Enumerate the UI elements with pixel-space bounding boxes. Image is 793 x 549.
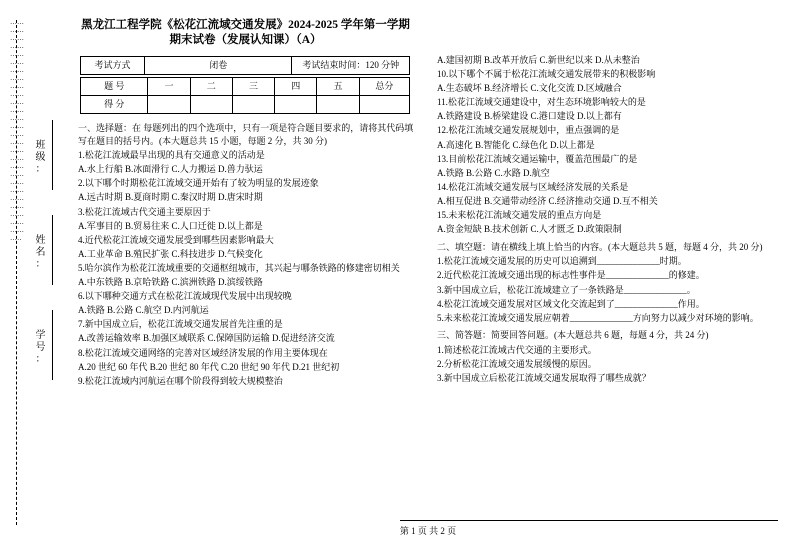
short-answer-item: 3.新中国成立后松花江流域交通发展取得了哪些成就？ — [437, 373, 651, 384]
question-item: 10.以下哪个不属于松花江流域交通发展带来的积极影响 — [437, 69, 656, 80]
seal-label-name: 姓 名 ： — [35, 235, 47, 270]
page-number: 第 1 页 共 2 页 — [399, 526, 457, 536]
cell-score-5[interactable] — [317, 96, 359, 114]
seal-label-class: 班 级 ： — [35, 140, 47, 175]
cell-q2: 二 — [190, 78, 232, 96]
cell-score-total[interactable] — [359, 96, 409, 114]
cell-q4: 四 — [275, 78, 317, 96]
question-options: A.铁路 B.公路 C.水路 D.航空 — [437, 167, 550, 178]
cell-exam-mode-value: 闭卷 — [145, 57, 292, 75]
cell-score-4[interactable] — [275, 96, 317, 114]
short-answer-item: 1.简述松花江流域古代交通的主要形式。 — [437, 344, 597, 355]
question-options: A.改善运输效率 B.加强区域联系 C.保障国防运输 D.促进经济交流 — [78, 333, 335, 344]
seal-rule-1 — [52, 120, 53, 190]
question-item: 14.松花江流域交通发展与区域经济发展的关系是 — [437, 181, 629, 192]
question-item: 3.松花江流域古代交通主要原因于 — [78, 206, 211, 217]
question-item: 11.松花江流域交通建设中，对生态环境影响较大的是 — [437, 97, 646, 108]
section-heading-choice: 一、选择题：在 每题列出的四个选项中，只有一项是符合题目要求的，请将其代码填写在题目的括号内。(本大题总共 15 小题，每题 2 分，共 30 分) — [78, 123, 414, 146]
question-options: A.军事目的 B.贸易往来 C.人口迁徙 D.以上都是 — [78, 220, 263, 231]
two-column-body — [78, 54, 778, 389]
cell-question-no-label: 题 号 — [81, 78, 148, 96]
section-heading-short-answer: 三、简答题：简要回答问题。(本大题总共 6 题，每题 4 分，共 24 分) — [437, 330, 709, 341]
cell-q5: 五 — [317, 78, 359, 96]
question-options: A.生态破坏 B.经济增长 C.文化交流 D.区域融合 — [437, 83, 622, 94]
question-options: A.铁路 B.公路 C.航空 D.内河航运 — [78, 305, 209, 316]
question-options: A.高速化 B.智能化 C.绿色化 D.以上都是 — [437, 139, 595, 150]
section-heading-fill: 二、填空题：请在横线上填上恰当的内容。(本大题总共 5 题，每题 4 分，共 20 分) — [437, 241, 763, 252]
fill-item: 4.松花江流域交通发展对区域文化交流起到了______________作用。 — [437, 298, 705, 309]
question-item: 15.未来松花江流域交通发展的重点方向是 — [437, 210, 602, 221]
question-options: A.铁路建设 B.桥梁建设 C.港口建设 D.以上都有 — [437, 111, 622, 122]
question-item: 5.哈尔滨作为松花江流域重要的交通枢纽城市，其兴起与哪条铁路的修建密切相关 — [78, 262, 400, 273]
cell-q1: 一 — [148, 78, 190, 96]
cell-q3: 三 — [232, 78, 274, 96]
fill-item: 3.新中国成立后，松花江流域建立了一条铁路是______________。 — [437, 284, 696, 295]
question-options: A.中东铁路 B.京哈铁路 C.滨洲铁路 D.滨绥铁路 — [78, 277, 263, 288]
exam-info-table — [80, 56, 410, 75]
seal-rule-3 — [52, 310, 53, 380]
page-content — [78, 18, 778, 518]
question-options: A.资金短缺 B.技术创新 C.人才匮乏 D.政策限制 — [437, 224, 622, 235]
question-item: 4.近代松花江流域交通发展受到哪些因素影响最大 — [78, 234, 274, 245]
question-options: A.相互促进 B.交通带动经济 C.经济推动交通 D.互不相关 — [437, 195, 658, 206]
fill-item: 2.近代松花江流域交通出现的标志性事件是______________的修建。 — [437, 270, 705, 281]
cell-score-3[interactable] — [232, 96, 274, 114]
cell-score-2[interactable] — [190, 96, 232, 114]
table-row — [81, 96, 410, 114]
question-options: A.建国初期 B.改革开放后 C.新世纪以来 D.从未整治 — [437, 55, 640, 65]
table-row — [81, 57, 410, 75]
question-item: 2.以下哪个时期松花江流域交通开始有了较为明显的发展迹象 — [78, 178, 319, 189]
question-options: A.远古时期 B.夏商时期 C.秦汉时期 D.唐宋时期 — [78, 192, 263, 203]
question-item: 6.以下哪种交通方式在松花江流域现代发展中出现较晚 — [78, 291, 292, 302]
page-footer — [78, 524, 778, 537]
seal-label-studentid: 学 号 ： — [35, 330, 47, 365]
fill-item: 5.未来松花江流域交通发展应朝着______________方向努力以减少对环境的影响。 — [437, 312, 759, 323]
cell-exam-mode-label: 考试方式 — [81, 57, 145, 75]
cell-score-1[interactable] — [148, 96, 190, 114]
fill-item: 1.松花江流域交通发展的历史可以追溯到______________时期。 — [437, 256, 687, 267]
seal-dot-strip: ······································································································································································· — [10, 20, 24, 244]
question-options: A.水上行船 B.冰面滑行 C.人力搬运 D.兽力驮运 — [78, 164, 263, 175]
question-options: A.工业革命 B.殖民扩张 C.科技进步 D.气候变化 — [78, 248, 263, 259]
question-item: 12.松花江流域交通发展规划中，重点强调的是 — [437, 125, 620, 136]
table-row — [81, 78, 410, 96]
score-table — [80, 77, 410, 114]
seal-rule-2 — [52, 215, 53, 285]
footer-divider — [400, 520, 778, 521]
page-title: 黑龙江工程学院《松花江流域交通发展》2024-2025 学年第一学期期末试卷（发展认知课）（A） — [81, 19, 410, 46]
question-item: 1.松花江流域最早出现的具有交通意义的活动是 — [78, 150, 265, 161]
right-column — [437, 54, 778, 389]
cell-total-label: 总分 — [359, 78, 409, 96]
cell-exam-duration: 考试结束时间：120 分钟 — [292, 57, 410, 75]
question-item: 9.松花江流域内河航运在哪个阶段得到较大规模整治 — [78, 375, 283, 386]
question-item: 13.目前松花江流域交通运输中，覆盖范围最广的是 — [437, 153, 638, 164]
seal-margin — [8, 20, 78, 525]
left-column — [78, 54, 419, 389]
short-answer-item: 2.分析松花江流域交通发展缓慢的原因。 — [437, 358, 597, 369]
cell-score-label: 得 分 — [81, 96, 148, 114]
question-item: 8.松花江流域交通网络的完善对区域经济发展的作用主要体现在 — [78, 347, 328, 358]
question-item: 7.新中国成立后，松花江流域交通发展首先注重的是 — [78, 319, 283, 330]
question-options: A.20 世纪 60 年代 B.20 世纪 80 年代 C.20 世纪 90 年代 D.21 世纪初 — [78, 361, 340, 372]
